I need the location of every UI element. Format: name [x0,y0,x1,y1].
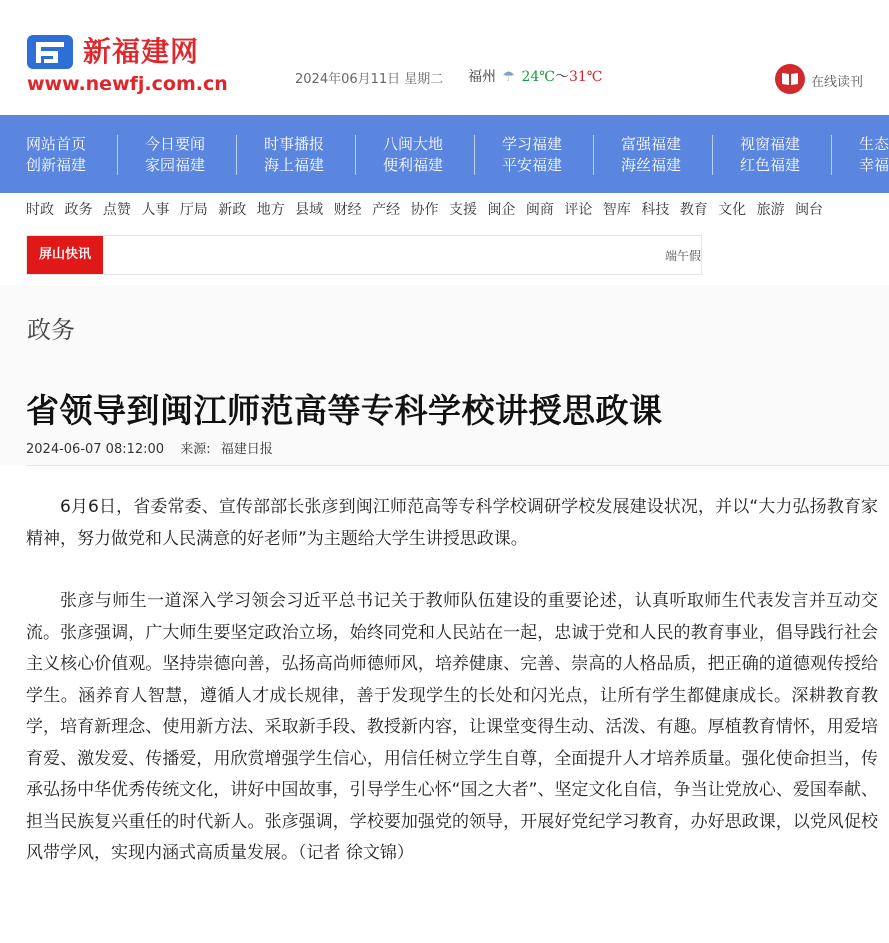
current-date: 2024年06月11日 星期二 [295,72,444,87]
nav-link[interactable]: 红色福建 [740,156,801,174]
nav-column [26,134,145,176]
category-link[interactable]: 产经 [372,202,401,218]
category-link[interactable]: 新政 [218,202,247,218]
article-paragraph: 6月6日，省委常委、宣传部部长张彦到闽江师范高等专科学校调研学校发展建设状况，并以“大力弘扬教育家精神，努力做党和人民满意的好老师”为主题给大学生讲授思政课。 [26,497,878,549]
source-label: 来源: [180,442,211,457]
nav-link[interactable]: 家园福建 [145,156,206,174]
category-link[interactable]: 政务 [64,202,93,218]
nav-column [383,134,502,176]
weather-separator: ～ [554,69,569,85]
category-link[interactable]: 地方 [256,202,285,218]
nav-column [621,134,740,176]
weather-high-temp: 31℃ [568,69,603,85]
nav-divider [712,135,713,175]
category-link[interactable]: 闽商 [525,202,554,218]
nav-column [145,134,264,176]
section-title: 政务 [27,316,75,344]
category-link[interactable]: 闽企 [487,202,516,218]
category-link[interactable]: 协作 [410,202,439,218]
nav-divider [117,135,118,175]
category-link[interactable]: 财经 [333,202,362,218]
category-link[interactable]: 科技 [641,202,670,218]
nav-link[interactable]: 学习福建 [502,135,563,153]
nav-link[interactable]: 海上福建 [264,156,325,174]
nav-link[interactable]: 便利福建 [383,156,444,174]
online-reader-label: 在线读刊 [811,75,864,90]
meta-divider [26,465,889,466]
article-meta [26,438,285,457]
category-link[interactable]: 旅游 [756,202,785,218]
category-link[interactable]: 县域 [295,202,324,218]
nav-divider [236,135,237,175]
article-paragraph: 张彦与师生一道深入学习领会习近平总书记关于教师队伍建设的重要论述，认真听取师生代表发言并互动交流。张彦强调，广大师生要坚定政治立场，始终同党和人民站在一起，忠诚于党和人民的教育事业，倡导践行社会主义核心价值观。坚持崇德向善，弘扬高尚师德师风，培养健康、完善、崇高的人格品质，把正确的道德观传授给学生。涵养育人智慧，遵循人才成长规律，善于发现学生的长处和闪光点，让所有学生都健康成长。深耕教育教学，培育新理念、使用新方法、采取新手段、教授新内容，让课堂变得生动、活泼、有趣。厚植教育情怀，用爱培育爱、激发爱、传播爱，用欣赏增强学生信心，用信任树立学生自尊，全面提升人才培养质量。强化使命担当，传承弘扬中华优秀传统文化，讲好中国故事，引导学生心怀“国之大者”、坚定文化自信，争当让党放心、爱国奉献、担当民族复兴重任的时代新人。张彦强调，学校要加强党的领导，开展好党纪学习教育，办好思政课，以党风促校风带学风，实现内涵式高质量发展。（记者 徐文锦） [26,591,878,863]
nav-link[interactable]: 时事播报 [264,135,325,153]
nav-link[interactable]: 创新福建 [26,156,87,174]
nav-divider [831,135,832,175]
nav-link[interactable]: 生态 [859,135,889,153]
category-link[interactable]: 人事 [141,202,170,218]
nav-column [264,134,383,176]
logo-icon [27,35,73,69]
category-link[interactable]: 时政 [26,202,54,218]
logo-name: 新福建网 [83,35,200,68]
logo-url: www.newfj.com.cn [27,73,228,95]
nav-link[interactable]: 视窗福建 [740,135,801,153]
category-link[interactable]: 教育 [679,202,708,218]
publish-datetime: 2024-06-07 08:12:00 [26,442,165,457]
nav-column [740,134,859,176]
article-title: 省领导到闽江师范高等专科学校讲授思政课 [26,391,663,430]
nav-link[interactable]: 平安福建 [502,156,563,174]
nav-divider [593,135,594,175]
nav-divider [474,135,475,175]
nav-link[interactable]: 富强福建 [621,135,682,153]
weather-low-temp: 24℃ [521,69,555,85]
cloud-rain-icon: ☂ [502,69,516,85]
main-nav [0,115,889,193]
nav-link[interactable]: 海丝福建 [621,156,682,174]
category-link[interactable]: 文化 [718,202,747,218]
category-link[interactable]: 支援 [448,202,477,218]
category-link[interactable]: 智库 [602,202,631,218]
nav-column [502,134,621,176]
category-link[interactable]: 点赞 [102,202,131,218]
nav-link[interactable]: 网站首页 [26,135,87,153]
ticker-label: 屏山快讯 [27,236,103,274]
nav-link[interactable]: 幸福 [859,156,889,174]
nav-column [859,134,889,176]
news-ticker [26,235,702,275]
nav-divider [355,135,356,175]
nav-link[interactable]: 八闽大地 [383,135,444,153]
category-nav [26,199,829,219]
category-link[interactable]: 厅局 [179,202,208,218]
category-link[interactable]: 闽台 [795,202,824,218]
book-icon [775,64,805,94]
ticker-item[interactable]: 端午假 [664,249,701,263]
site-logo[interactable] [27,35,227,95]
weather-city: 福州 [468,69,496,85]
site-header [0,0,889,115]
category-link[interactable]: 评论 [564,202,593,218]
nav-link[interactable]: 今日要闻 [145,135,206,153]
source-name: 福建日报 [220,442,273,457]
weather-widget [468,66,602,86]
